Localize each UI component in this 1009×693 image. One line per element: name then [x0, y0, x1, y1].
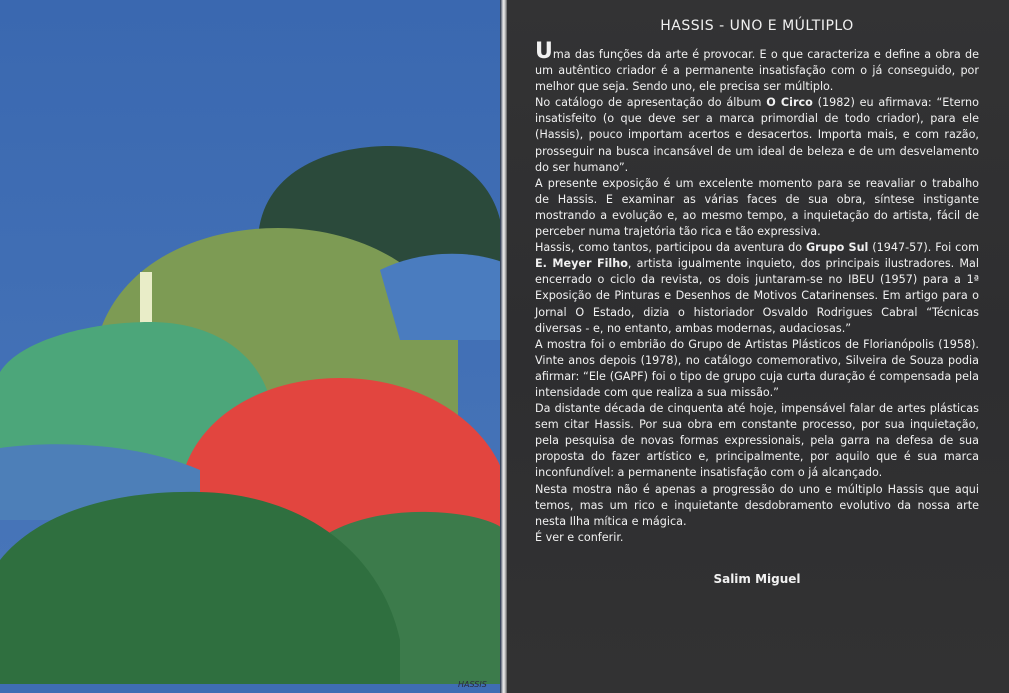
paragraph-4-mid: (1947-57). Foi com [868, 241, 979, 255]
paragraph-1-text: ma das funções da arte é provocar. E o que caracteriza e define a obra de um autêntico criador é a permanente insatisfação com o já conseguido, por melhor que seja. Sendo uno, ele precisa ser múltiplo. [535, 48, 979, 94]
paragraph-5: A mostra foi o embrião do Grupo de Artistas Plásticos de Florianópolis (1958). Vinte anos depois (1978), no catálogo comemorativo, Silveira de Souza podia afirmar: “Ele (GAPF) foi o tipo de grupo cuja curta duração é compensada pela intensidade com que realiza a sua missão.” [535, 337, 979, 399]
painter-signature: HASSIS [458, 680, 487, 689]
paragraph-8: É ver e conferir. [535, 530, 624, 544]
paragraph-4-text: , artista igualmente inquieto, dos principais ilustradores. Mal encerrado o ciclo da revista, os dois juntaram-se no IBEU (1957) para a 1ª Exposição de Pinturas e Desenhos de Motivos Catarinenses. Em artigo para o Jornal O Estado, dizia o historiador Osvaldo Rodrigues Cabral “Técnicas diversas - e, no entanto, ambas modernas, audaciosas.” [535, 257, 979, 335]
drop-cap: U [535, 39, 553, 64]
paragraph-4 [535, 240, 979, 337]
paragraph-7: Nesta mostra não é apenas a progressão do uno e múltiplo Hassis que aqui temos, mas um rico e inquietante desdobramento evolutivo da nossa arte nesta Ilha mítica e mágica. [535, 482, 979, 528]
paragraph-2-lead: No catálogo de apresentação do álbum [535, 96, 767, 110]
paragraph-3: A presente exposição é um excelente momento para se reavaliar o trabalho de Hassis. E examinar as várias faces de sua obra, síntese instigante mostrando a evolução e, ao mesmo tempo, a inquietação do artista, fácil de perceber numa trajetória tão rica e tão expressiva. [535, 176, 979, 239]
painting-page [0, 0, 502, 693]
umbrella-painting [0, 0, 502, 693]
paragraph-4-lead: Hassis, como tantos, participou da aventura do [535, 241, 806, 255]
painting-bottom-edge [0, 684, 502, 693]
paragraph-6: Da distante década de cinquenta até hoje, impensável falar de artes plásticas sem citar Hassis. Por sua obra em constante processo, por sua inquietação, pela pesquisa de novas formas expressionais, pela garra na defesa de sua proposta do fazer artístico e, principalmente, por aquilo que é sua marca inconfundível: a permanente insatisfação com o já alcançado. [535, 402, 979, 480]
meyer-filho: E. Meyer Filho [535, 257, 628, 271]
article-body [535, 39, 979, 546]
author-signature: Salim Miguel [713, 571, 801, 586]
light-strip [140, 272, 152, 324]
dome-blue-right [380, 254, 502, 340]
paragraph-1 [535, 39, 979, 95]
paragraph-2 [535, 95, 979, 175]
grupo-sul: Grupo Sul [805, 241, 869, 255]
article-title: HASSIS - UNO E MÚLTIPLO [660, 18, 854, 34]
text-page [507, 0, 1009, 693]
paragraph-2-text: (1982) eu afirmava: “Eterno insatisfeito (o que deve ser a marca primordial de todo criador), para ele (Hassis), pouco importam acertos e desacertos. Importa mais, e com razão, prosseguir na busca incansável de um ideal de beleza e de um desvelamento do ser humano”. [535, 96, 979, 174]
album-title: O Circo [766, 96, 813, 110]
